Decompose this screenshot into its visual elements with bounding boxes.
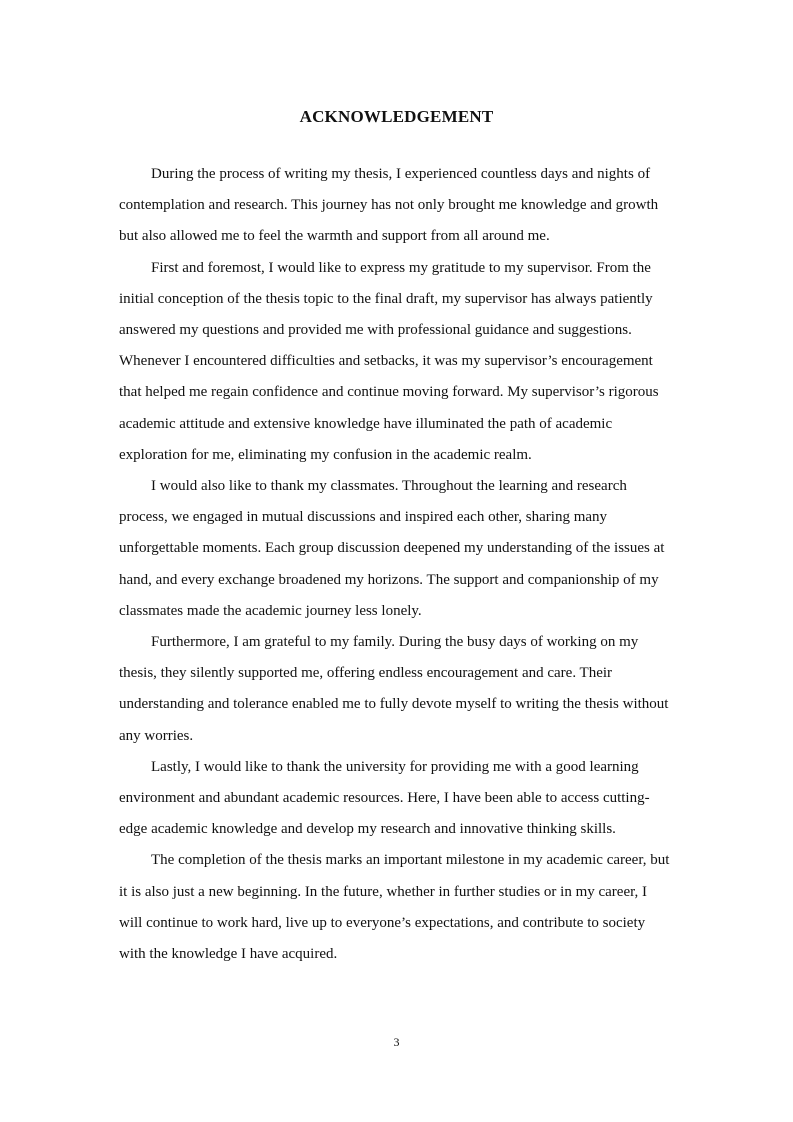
paragraph-family: Furthermore, I am grateful to my family. During the busy days of working on my thesis, they silently supported me, offering endless encouragement and care. Their understanding and tolerance enabled me to fully devote myself to writing the thesis without any worries. bbox=[119, 634, 669, 744]
paragraph-supervisor: First and foremost, I would like to express my gratitude to my supervisor. From the initial conception of the thesis topic to the final draft, my supervisor has always patiently answered my questions and provided me with professional guidance and suggestions. Whenever I encountered difficulties and setbacks, it was my supervisor’s encouragement that helped me regain confidence and continue moving forward. My supervisor’s rigorous academic attitude and extensive knowledge have illuminated the path of academic exploration for me, eliminating my confusion in the academic realm. bbox=[119, 259, 659, 463]
page-number: 3 bbox=[393, 1035, 400, 1049]
paragraph-university: Lastly, I would like to thank the university for providing me with a good learning environment and abundant academic resources. Here, I have been able to access cutting-edge academic knowledge and develop my research and innovative thinking skills. bbox=[119, 758, 650, 838]
paragraph-intro: During the process of writing my thesis, I experienced countless days and nights of contemplation and research. This journey has not only brought me knowledge and growth but also allowed me to feel the warmth and support from all around me. bbox=[119, 166, 659, 245]
page-title: ACKNOWLEDGEMENT bbox=[299, 107, 494, 126]
paragraph-conclusion: The completion of the thesis marks an important milestone in my academic career, but it is also just a new beginning. In the future, whether in further studies or in my career, I will continue to work hard, live up to everyone’s expectations, and contribute to society with the knowledge I have acquired. bbox=[119, 852, 670, 963]
paragraph-classmates: I would also like to thank my classmates. Throughout the learning and research process, we engaged in mutual discussions and inspired each other, sharing many unforgettable moments. Each group discussion deepened my understanding of the issues at hand, and every exchange broadened my horizons. The support and companionship of my classmates made the academic journey less lonely. bbox=[119, 478, 665, 619]
acknowledgement-body bbox=[119, 159, 674, 970]
